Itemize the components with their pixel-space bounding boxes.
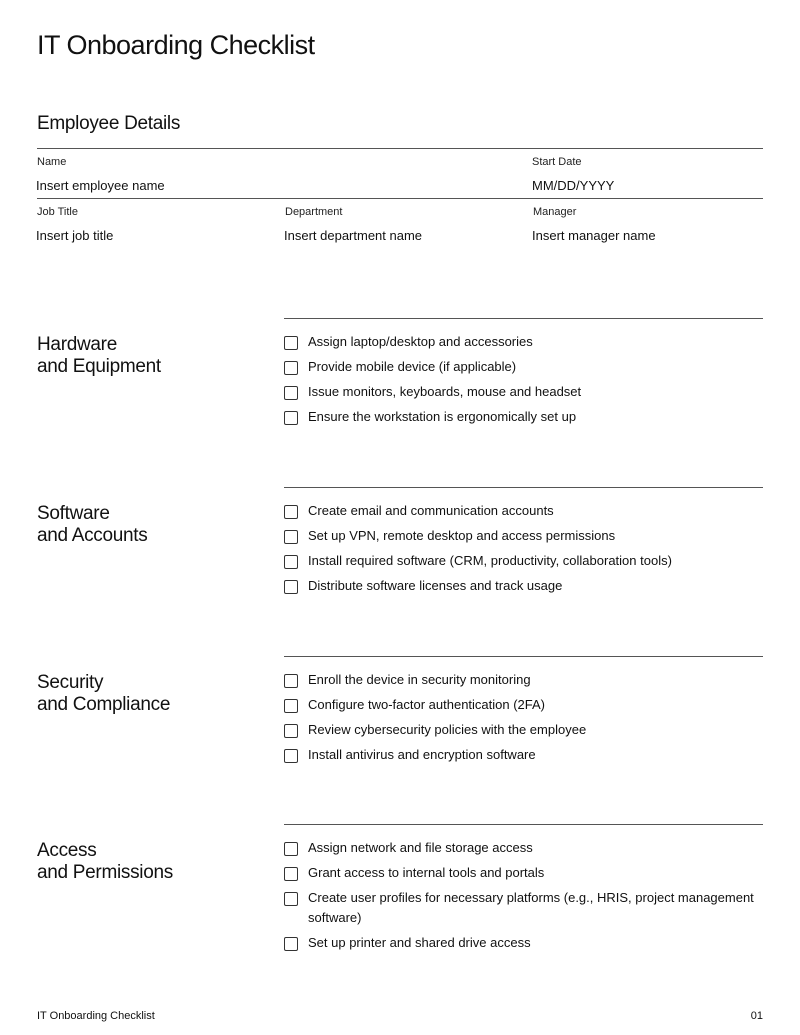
checklist-item[interactable]: Assign network and file storage access — [284, 841, 764, 858]
checklist-item[interactable]: Create user profiles for necessary platforms (e.g., HRIS, project management software) — [284, 891, 764, 928]
manager-field[interactable]: Insert manager name — [532, 228, 656, 243]
section-title-access: Access and Permissions — [37, 840, 173, 883]
section-divider — [284, 656, 763, 657]
footer-title: IT Onboarding Checklist — [37, 1010, 155, 1022]
section-divider — [284, 824, 763, 825]
security-checklist — [284, 673, 764, 773]
checkbox[interactable] — [284, 386, 298, 400]
name-label: Name — [37, 156, 67, 168]
checkbox[interactable] — [284, 674, 298, 688]
hardware-checklist — [284, 335, 764, 435]
checkbox[interactable] — [284, 724, 298, 738]
section-divider — [284, 318, 763, 319]
checkbox[interactable] — [284, 555, 298, 569]
job-title-field[interactable]: Insert job title — [36, 228, 114, 243]
divider — [37, 198, 763, 199]
checkbox[interactable] — [284, 580, 298, 594]
checklist-item[interactable]: Review cybersecurity policies with the employee — [284, 723, 764, 740]
checklist-item[interactable]: Distribute software licenses and track usage — [284, 579, 764, 596]
department-label: Department — [285, 206, 343, 218]
checklist-item[interactable]: Issue monitors, keyboards, mouse and headset — [284, 385, 764, 402]
checkbox[interactable] — [284, 411, 298, 425]
checkbox[interactable] — [284, 867, 298, 881]
section-title-security: Security and Compliance — [37, 672, 171, 715]
section-divider — [284, 487, 763, 488]
checklist-item[interactable]: Install antivirus and encryption software — [284, 748, 764, 765]
start-date-field[interactable]: MM/DD/YYYY — [532, 178, 615, 193]
software-checklist — [284, 504, 764, 604]
manager-label: Manager — [533, 206, 577, 218]
checklist-item[interactable]: Enroll the device in security monitoring — [284, 673, 764, 690]
checkbox[interactable] — [284, 749, 298, 763]
checklist-item[interactable]: Assign laptop/desktop and accessories — [284, 335, 764, 352]
section-title-software: Software and Accounts — [37, 503, 148, 546]
checklist-item[interactable]: Create email and communication accounts — [284, 504, 764, 521]
divider — [37, 148, 763, 149]
checklist-item[interactable]: Install required software (CRM, productivity, collaboration tools) — [284, 554, 764, 571]
checkbox[interactable] — [284, 530, 298, 544]
department-field[interactable]: Insert department name — [284, 228, 423, 243]
checklist-item[interactable]: Set up printer and shared drive access — [284, 936, 764, 953]
checklist-item[interactable]: Ensure the workstation is ergonomically set up — [284, 410, 764, 427]
checklist-item[interactable]: Set up VPN, remote desktop and access permissions — [284, 529, 764, 546]
access-checklist — [284, 841, 764, 961]
checkbox[interactable] — [284, 937, 298, 951]
employee-details-heading: Employee Details — [37, 113, 181, 134]
job-title-label: Job Title — [37, 206, 78, 218]
start-date-label: Start Date — [532, 156, 582, 168]
checklist-item[interactable]: Provide mobile device (if applicable) — [284, 360, 764, 377]
checkbox[interactable] — [284, 699, 298, 713]
section-title-hardware: Hardware and Equipment — [37, 334, 161, 377]
checklist-item[interactable]: Configure two-factor authentication (2FA) — [284, 698, 764, 715]
page-number: 01 — [750, 1010, 763, 1022]
checkbox[interactable] — [284, 336, 298, 350]
checkbox[interactable] — [284, 361, 298, 375]
checkbox[interactable] — [284, 892, 298, 906]
checkbox[interactable] — [284, 505, 298, 519]
page-title: IT Onboarding Checklist — [37, 30, 315, 60]
checklist-item[interactable]: Grant access to internal tools and portals — [284, 866, 764, 883]
checkbox[interactable] — [284, 842, 298, 856]
name-field[interactable]: Insert employee name — [36, 178, 165, 193]
